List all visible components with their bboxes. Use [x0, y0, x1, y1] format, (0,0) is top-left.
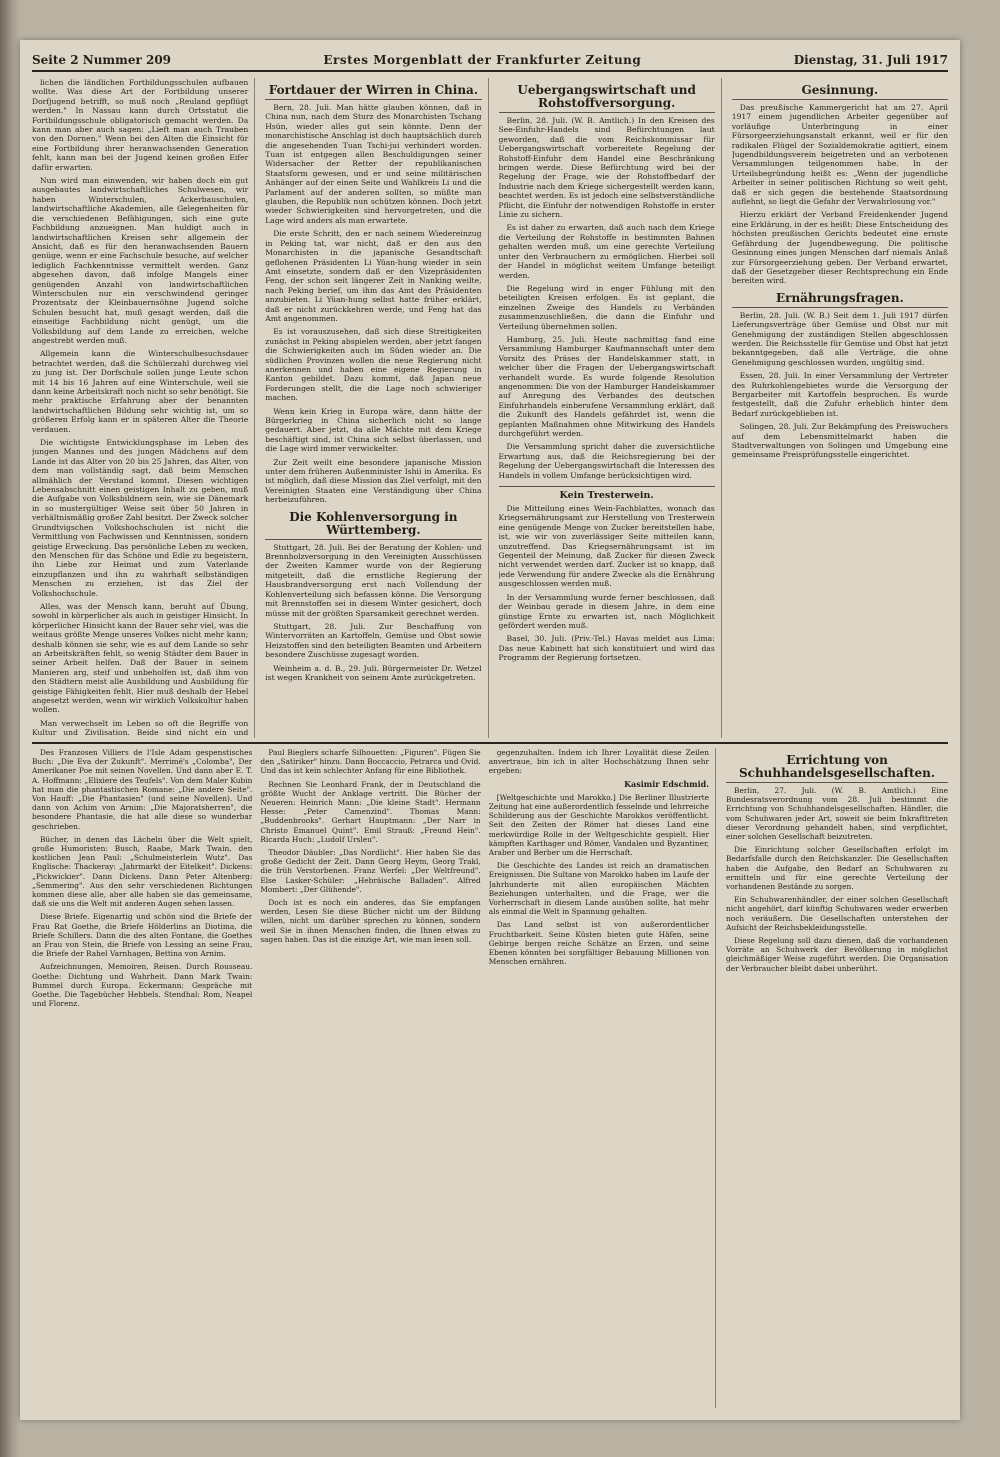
column-1: [32, 78, 255, 738]
paragraph: Die Regelung wird in enger Fühlung mit den beteiligten Kreisen erfolgen. Es ist geplant, die einzelnen Zweige des Handels zu Verbänden zusammenzuschließen, die dann die Einfuhr und Verteilung übernehmen sollen.: [498, 283, 715, 331]
paragraph: Man verwechselt im Leben so oft die Begriffe von Kultur und Zivilisation. Beide sind nicht ein und: [32, 718, 249, 738]
book-binding: [0, 0, 20, 1457]
article-title: Gesinnung.: [732, 84, 948, 100]
paragraph: Stuttgart, 28. Juli. Bei der Beratung der Kohlen- und Brennholzversorgung in den Vereinigten Ausschüssen der Zweiten Kammer wurde von der Regierung mitgeteilt, daß die ernstliche Regierung der Hausbrandversorgung erst nach Vollendung der Kohlenverteilung sich befassen könne. Die Versorgung mit Brennstoffen sei in diesem Winter gesichert, doch müsse mit der größten Sparsamkeit gerechnet werden.: [265, 542, 482, 618]
masthead: [32, 50, 948, 72]
paragraph: Nun wird man einwenden, wir haben doch ein gut ausgebautes landwirtschaftliches Schulwesen, wir haben Winterschulen, Ackerbauschulen, landwirtschaftliche Akademien, alle Gelegenheiten für die verschiedenen Befähigungen, sich eine gute Fachbildung anzueignen. Man huldigt auch in landwirtschaftlichen Kreisen sehr allgemein der Ansicht, daß es für den heranwachsenden Bauern genüge, wenn er eine Fachschule besuche, auf welcher lediglich Fachkenntnisse vermittelt werden. Ganz abgesehen davon, daß infolge Mangels einer genügenden Anzahl von landwirtschaftlichen Winterschulen nur ein verschwindend geringer Prozentsatz der Kleinbauernsöhne Jugend solche Schulen besucht hat, muß gesagt werden, daß die einseitige Fachbildung nicht genügt, um die Volksbildung auf dem Lande zu erreichen, welche angestrebt werden muß.: [32, 176, 249, 345]
paragraph: Das Land selbst ist von außerordentlicher Fruchtbarkeit. Seine Küsten bieten gute Häfen, seine Gebirge bergen reiche Schätze an Erzen, und seine Ebenen könnten bei sorgfältiger Bebauung Millionen von Menschen ernähren.: [488, 920, 710, 967]
newspaper-page: [20, 40, 960, 1420]
paragraph: Des Franzosen Villiers de l'Isle Adam gespenstisches Buch: „Die Eva der Zukunft". Merrimé's „Colomba", Der Amerikaner Poe mit seinen Novellen. Und dann aber E. T. A. Hoffmann: „Elixiere des Teufels". Von dem Maler Kubin hat man die phantastischen Romane: „Die andere Seite". Von Hauff: „Die Phantasien" (und seine Novellen). Und dann von Achim von Arnim: „Die Majoratsherren", die besondere Phantasie, die hat alle diese so wunderbar geschrieben.: [32, 748, 253, 831]
column-4-lower: [726, 748, 948, 1408]
feuilleton-column-2: [260, 748, 480, 1408]
issue-date: Dienstag, 31. Juli 1917: [793, 53, 948, 67]
paragraph: Aufzeichnungen, Memoiren, Reisen. Durch Rousseau. Goethe: Dichtung und Wahrheit. Dann Mark Twain: Bummel durch Europa. Eckermann: Gespräche mit Goethe. Die Tagebücher Hebbels. Stendhal: Rom, Neapel und Florenz.: [32, 962, 253, 1009]
paragraph: Die wichtigste Entwicklungsphase im Leben des jungen Mannes und des jungen Mädchens auf dem Lande ist das Alter von 20 bis 25 Jahren, das Alter, von dem man vollständig sagt, daß beim Menschen allmählich der Verstand kommt. Diesen wichtigen Lebensabschnitt einen geistigen Inhalt zu geben, muß die Aufgabe von Volksbildnern sein, wie sie Dänemark in so mustergültiger Weise seit über 50 Jahren in verhältnismäßig großer Zahl besitzt. Der Zweck solcher Grundtvigschen Volkshochschulen ist nicht die Vermittlung von Fachwissen und Kenntnissen, sondern geistige Erweckung. Das persönliche Leben zu wecken, den Menschen für das Schöne und Edle zu begeistern, ihn Liebe zur Heimat und zum Vaterlande einzupflanzen und ihn zu wahrhaft selbständigen Menschen zu erziehen, ist das Ziel der Volkshochschule.: [32, 438, 249, 598]
article-title: Uebergangswirtschaft und Rohstoffversorgung.: [499, 84, 715, 113]
author-signature: Kasimir Edschmid.: [624, 778, 710, 789]
paragraph: Berlin, 28. Juli. (W. B. Amtlich.) In den Kreisen des See-Einfuhr-Handels sind Befürchtungen laut geworden, daß die vom Reichskommissar für Uebergangswirtschaft vorbereitete Regelung der Rohstoff-Einfuhr dem Handel eine Beschränkung bringen werde. Diese Befürchtung wird bei der Regelung der Frage, wie der Rohstoffbedarf der Industrie nach dem Kriege sichergestellt werden kann, beachtet werden. Es ist jedoch eine selbstverständliche Pflicht, die Einfuhr der notwendigen Rohstoffe in erster Linie zu sichern.: [498, 116, 715, 220]
feuilleton-column-3: [489, 748, 709, 1408]
paragraph: Das preußische Kammergericht hat am 27. April 1917 einem jugendlichen Arbeiter gegenüber auf vorläufige Unterbringung in einer Fürsorgeerziehungsanstalt erkannt, weil er für den radikalen Flügel der Sozialdemokratie agitiert, einem Jugendbildungsverein beigetreten und an verbotenen Versammlungen teilgenommen habe. In der Urteilsbegründung heißt es: „Wenn der jugendliche Arbeiter in seiner politischen Richtung so weit geht, daß er sich gegen die bestehende Staatsordnung auflehnt, so liegt die Gefahr der Verwahrlosung vor.": [731, 103, 948, 207]
feuilleton-divider: [32, 742, 948, 744]
section-heading: Kein Tresterwein.: [499, 486, 715, 501]
paragraph: [Weltgeschichte und Marokko.] Die Berliner Illustrierte Zeitung hat eine außerordentlich fesselnde und lehrreiche Schilderung aus der Geschichte Marokkos veröffentlicht. Seit den Zeiten der Römer hat dieses Land eine merkwürdige Rolle in der Weltgeschichte gespielt. Hier kämpften Karthager und Römer, Vandalen und Byzantiner, Araber und Berber um die Herrschaft.: [488, 792, 710, 858]
article-title: Ernährungsfragen.: [732, 292, 948, 308]
paragraph: Bern, 28. Juli. Man hätte glauben können, daß in China nun, nach dem Sturz des Monarchisten Tschang Hsün, wieder alles gut sein könnte. Denn der monarchistische Anschlag ist doch hauptsächlich durch die angesehenden Tuan Tschi-jui verhindert worden. Tuan ist entgegen allen Beschuldigungen seiner Widersacher der Retter der republikanischen Staatsform gewesen, und er und seine militärischen Anhänger auf der einen Seite und Wahlkreis Li und die Parlament auf der anderen sollten, so müßte man glauben, die Republik nun schützen können. Doch jetzt wieder Schwierigkeiten sind hervorgetreten, und die Lage wird anders als man erwartete.: [265, 103, 482, 225]
paragraph: Doch ist es noch ein anderes, das Sie empfangen werden, Lesen Sie diese Bücher nicht um der Bildung willen, nicht um darüber sprechen zu können, sondern weil Sie in ihnen Menschen finden, die Ihnen etwas zu sagen haben. Das ist die einzige Art, wie man lesen soll.: [260, 898, 481, 944]
paragraph: Die Geschichte des Landes ist reich an dramatischen Ereignissen. Die Sultane von Marokko haben im Laufe der Jahrhunderte mit allen europäischen Mächten Beziehungen unterhalten, und die Frage, wer die Vorherrschaft in diesem Lande ausüben sollte, hat mehr als einmal die Welt in Spannung gehalten.: [488, 861, 710, 917]
column-2: [265, 78, 488, 738]
article-title: Errichtung von Schuhhandelsgesellschaften.: [726, 754, 948, 783]
upper-columns: [32, 78, 948, 738]
paragraph: Es ist vorauszusehen, daß sich diese Streitigkeiten zunächst in Peking abspielen werden, aber jetzt fangen die Schwierigkeiten auch im Süden wieder an. Die südlichen Provinzen wollen die neue Regierung nicht anerkennen und haben eine eigene Regierung in Kanton gebildet. Dazu kommt, daß Japan neue Forderungen stellt, die die Lage noch schwieriger machen.: [265, 327, 482, 403]
article-title: Die Kohlenversorgung in Württemberg.: [265, 511, 481, 540]
paragraph: Allgemein kann die Winterschulbesuchsdauer betrachtet werden, daß die Schülerzahl durchweg viel zu jung ist. Der Dorfschule sollen junge Leute schon mit 14 bis 16 Jahren auf eine Winterschule, weil sie dann keine Arbeitskraft noch nicht so sehr benötigt. Sie mehr praktische Erfahrung aber der benannten landwirtschaftlichen Bildung sehr wichtig ist, um so größeren Erfolg kann er in späteren Alter die Theorie verdauen.: [32, 349, 249, 434]
paragraph: Die Mitteilung eines Wein-Fachblattes, wonach das Kriegsernährungsamt zur Herstellung von Tresterwein eine genügende Menge von Zucker bereitstellen habe, ist, wie wir von zuverlässiger Seite mitteilen kann, unzutreffend. Das Kriegsernährungsamt ist im Gegenteil der Meinung, daß Zucker für diesen Zweck nicht verwendet werden darf. Zucker ist so knapp, daß jede Verwendung für andere Zwecke als die Ernährung ausgeschlossen werden muß.: [498, 504, 715, 589]
paragraph: Wenn kein Krieg in Europa wäre, dann hätte der Bürgerkrieg in China sicherlich nicht so lange gedauert. Aber jetzt, da alle Mächte mit dem Kriege beschäftigt sind, ist China sich selbst überlassen, und die Lage wird immer verwickelter.: [265, 406, 482, 454]
paragraph: Zur Zeit weilt eine besondere japanische Mission unter dem früheren Außenminister Ishii in Amerika. Es ist möglich, daß diese Mission das Ziel verfolgt, mit den Vereinigten Staaten eine Verständigung über China herbeizuführen.: [265, 457, 482, 505]
paragraph: Rechnen Sie Leonhard Frank, der in Deutschland die größte Wucht der Anklage vertritt. Die Bücher der Neueren: Heinrich Mann: „Die kleine Stadt". Hermann Hesse: „Peter Camenzind". Thomas Mann: „Buddenbrooks". Gerhart Hauptmann: „Der Narr in Christo Emanuel Quint". Emil Strauß: „Freund Hein". Ricarda Huch: „Ludolf Ursleu".: [260, 779, 481, 844]
paragraph: Stuttgart, 28. Juli. Zur Beschaffung von Wintervorräten an Kartoffeln, Gemüse und Obst sowie Heizstoffen sind den beteiligten Beamten und Arbeitern besondere Zuschüsse zugesagt worden.: [265, 621, 482, 660]
paragraph: Ein Schuhwarenhändler, der einer solchen Gesellschaft nicht angehört, darf künftig Schuhwaren weder erwerben noch veräußern. Die Gesellschaften unterstehen der Aufsicht der Reichsbekleidungsstelle.: [726, 895, 948, 932]
page-number: Seite 2 Nummer 209: [32, 53, 172, 67]
paragraph: Theodor Däubler: „Das Nordlicht". Hier haben Sie das große Gedicht der Zeit. Dann Georg Heym, Georg Trakl, die früh Verstorbenen. Franz Werfel: „Der Weltfreund". Else Lasker-Schüler: „Hebräische Balladen". Alfred Mombert: „Der Glühende".: [260, 848, 481, 894]
paragraph: Berlin, 27. Juli. (W. B. Amtlich.) Eine Bundesratsverordnung vom 28. Juli bestimmt die Errichtung von Schuhhandelsgesellschaften. Händler, die vom Schuhwaren jeder Art, soweit sie beim Inkrafttreten dieser Verordnung gehandelt haben, sind verpflichtet, einer solchen Gesellschaft beizutreten.: [726, 786, 948, 842]
paragraph: Die Einrichtung solcher Gesellschaften erfolgt im Bedarfsfalle durch den Reichskanzler. Die Gesellschaften haben die Aufgabe, den Bedarf an Schuhwaren zu ermitteln und für eine gerechte Verteilung der vorhandenen Bestände zu sorgen.: [726, 845, 948, 892]
feuilleton: [32, 748, 716, 1408]
paragraph: Diese Regelung soll dazu dienen, daß die vorhandenen Vorräte an Schuhwerk der Bevölkerung in möglichst gleichmäßiger Weise zugeführt werden. Die Organisation der Verbraucher bleibt dabei unberührt.: [726, 936, 948, 973]
paragraph: Diese Briefe. Eigenartig und schön sind die Briefe der Frau Rat Goethe, die Briefe Hölderlins an Diotima, die Briefe Schillers. Dann die des alten Fontane, die Goethes an Frau von Stein, die Briefe von Lessing an seine Frau, die Briefe der Rahel Varnhagen, Bettina von Arnim.: [32, 912, 253, 959]
paragraph: Alles, was der Mensch kann, beruht auf Übung, sowohl in körperlicher als auch in geistiger Hinsicht. In körperlicher Hinsicht kann der Bauer sehr viel, was die weitaus größte Menge unseres Volkes nicht mehr kann; deshalb können sie sehr, wie es auf dem Lande so sehr an Arbeitskräften fehlt, so wenig Städter dem Bauer in seiner Arbeit helfen. Daß der Bauer in seinem Manieren arg, steif und unbeholfen ist, daß ihm von den Städtern meist alle Ausbildung und Ausbildung für geistige Fähigkeiten fehlt. Hier muß deshalb der Hebel angesetzt werden, wenn wir wirklich Volkskultur haben wollen.: [32, 601, 249, 715]
paragraph: Berlin, 28. Juli. (W. B.) Seit dem 1. Juli 1917 dürfen Lieferungsverträge über Gemüse und Obst nur mit Genehmigung der zuständigen Stellen abgeschlossen werden. Die Reichsstelle für Gemüse und Obst hat jetzt bekanntgegeben, daß alle Verträge, die ohne Genehmigung geschlossen wurden, ungültig sind.: [731, 310, 948, 367]
paragraph: lichen die ländlichen Fortbildungsschulen aufbauen wollte. Was diese Art der Fortbildung unserer Dorfjugend betrifft, so muß noch „Reuland gepflügt werden." In Nassau kann durch Ortsstatut die Fortbildungsschule obligatorisch gemacht werden. Da kann man aber auch sagen: „Lieft man auch Trauben von den Dornen." Wenn bei den Alten die Einsicht für eine Fortbildung ihrer heranwachsenden Generation fehlt, kann man bei der Jugend keinen großen Eifer dafür erwarten.: [32, 78, 249, 172]
paragraph: Weinheim a. d. B., 29. Juli. Bürgermeister Dr. Wetzel ist wegen Krankheit von seinem Amte zurückgetreten.: [265, 663, 482, 682]
newspaper-title: Erstes Morgenblatt der Frankfurter Zeitung: [323, 53, 642, 67]
paragraph: Die erste Schritt, den er nach seinem Wiedereinzug in Peking tat, war nicht, daß er den aus den Monarchisten in die japanische Gesandtschaft geflohenen Präsidenten Li Yüan-hung wieder in sein Amt einsetzte, sondern daß er den Vizepräsidenten Feng, der schon seit längerer Zeit in Nanking weilte, nach Peking berief, um ihm das Amt des Präsidenten anzubieten. Li Yüan-hung selbst hatte früher erklärt, daß er nicht zurückkehren werde, und Feng hat das Amt angenommen.: [265, 229, 482, 323]
paragraph: Bücher, in denen das Lächeln über die Welt spielt, große Humoristen: Busch, Raabe, Mark Twain, den kostlichen Jean Paul: „Schulmeisterlein Wutz". Das Englische: Thackeray: „Jahrmarkt der Eitelkeit". Dickens: „Pickwickier". Dann Dickens. Dann Peter Altenberg: „Semmering". Aus den sehr verschiedenen Richtungen kommen diese alle, aber alle haben sie das gemeinsame, daß sie uns die Welt mit anderen Augen sehen lassen.: [32, 834, 253, 909]
paragraph: gegenzuhalten. Indem ich Ihrer Loyalität diese Zeilen anvertraue, bin ich in alter Hochschätzung Ihnen sehr ergeben:: [488, 748, 710, 776]
paragraph: Hierzu erklärt der Verband Freidenkender Jugend eine Erklärung, in der es heißt: Diese Entscheidung des höchsten preußischen Gerichts bedeutet eine ernste Gefährdung der Jugendbewegung. Die politische Gesinnung eines jungen Menschen darf niemals Anlaß zur Fürsorgeerziehung geben. Der Verband erwartet, daß der Gesetzgeber dieser Rechtsprechung ein Ende bereiten wird.: [731, 210, 948, 286]
lower-section: [32, 748, 948, 1408]
paragraph: Solingen, 28. Juli. Zur Bekämpfung des Preiswuchers auf dem Lebensmittelmarkt haben die Stadtverwaltungen von Solingen und Umgebung eine gemeinsame Preisprüfungsstelle eingerichtet.: [731, 422, 948, 460]
paragraph: Die Versammlung spricht daher die zuversichtliche Erwartung aus, daß die Reichsregierung bei der Regelung der Uebergangswirtschaft die Interessen des Handels in vollem Umfange berücksichtigen wird.: [498, 442, 715, 480]
paragraph: In der Versammlung wurde ferner beschlossen, daß der Weinbau gerade in diesem Jahre, in dem eine günstige Ernte zu erwarten ist, nach Möglichkeit gefördert werden muß.: [498, 592, 715, 630]
paragraph: Paul Bieglers scharfe Silhouetten: „Figuren". Fügen Sie den „Satiriker" hinzu. Dann Boccaccio, Petrarca und Ovid. Und das ist kein schlechter Anfang für eine Bibliothek.: [260, 748, 481, 776]
paragraph: Essen, 28. Juli. In einer Versammlung der Vertreter des Ruhrkohlengebietes wurde die Versorgung der Bergarbeiter mit Kartoffeln besprochen. Es wurde festgestellt, daß die Zufuhr erheblich hinter dem Bedarf zurückgeblieben ist.: [731, 371, 948, 418]
paragraph: Basel, 30. Juli. (Priv.-Tel.) Havas meldet aus Lima: Das neue Kabinett hat sich konstituiert und wird das Programm der Regierung fortsetzen.: [498, 634, 715, 663]
paragraph: Es ist daher zu erwarten, daß auch nach dem Kriege die Verteilung der Rohstoffe in bestimmten Bahnen gehalten werden muß, um eine gerechte Verteilung unter den Verbrauchern zu ermöglichen. Hierbei soll der Handel in möglichst weitem Umfange beteiligt werden.: [498, 223, 715, 280]
column-4: [732, 78, 948, 738]
article-title: Fortdauer der Wirren in China.: [265, 84, 481, 100]
paragraph: Hamburg, 25. Juli. Heute nachmittag fand eine Versammlung Hamburger Kaufmannschaft unter dem Vorsitz des Präses der Handelskammer statt, in welcher über die Fragen der Uebergangswirtschaft verhandelt wurde. Es wurde folgende Resolution angenommen: Die von der Hamburger Handelskammer auf Anregung des Verbandes des deutschen Einfuhrhandels einberufene Versammlung erklärt, daß die Zukunft des Handels gefährdet ist, wenn die geplanten Maßnahmen ohne Mitwirkung des Handels durchgeführt werden.: [498, 334, 715, 438]
feuilleton-column-1: [32, 748, 252, 1408]
column-3: [499, 78, 722, 738]
